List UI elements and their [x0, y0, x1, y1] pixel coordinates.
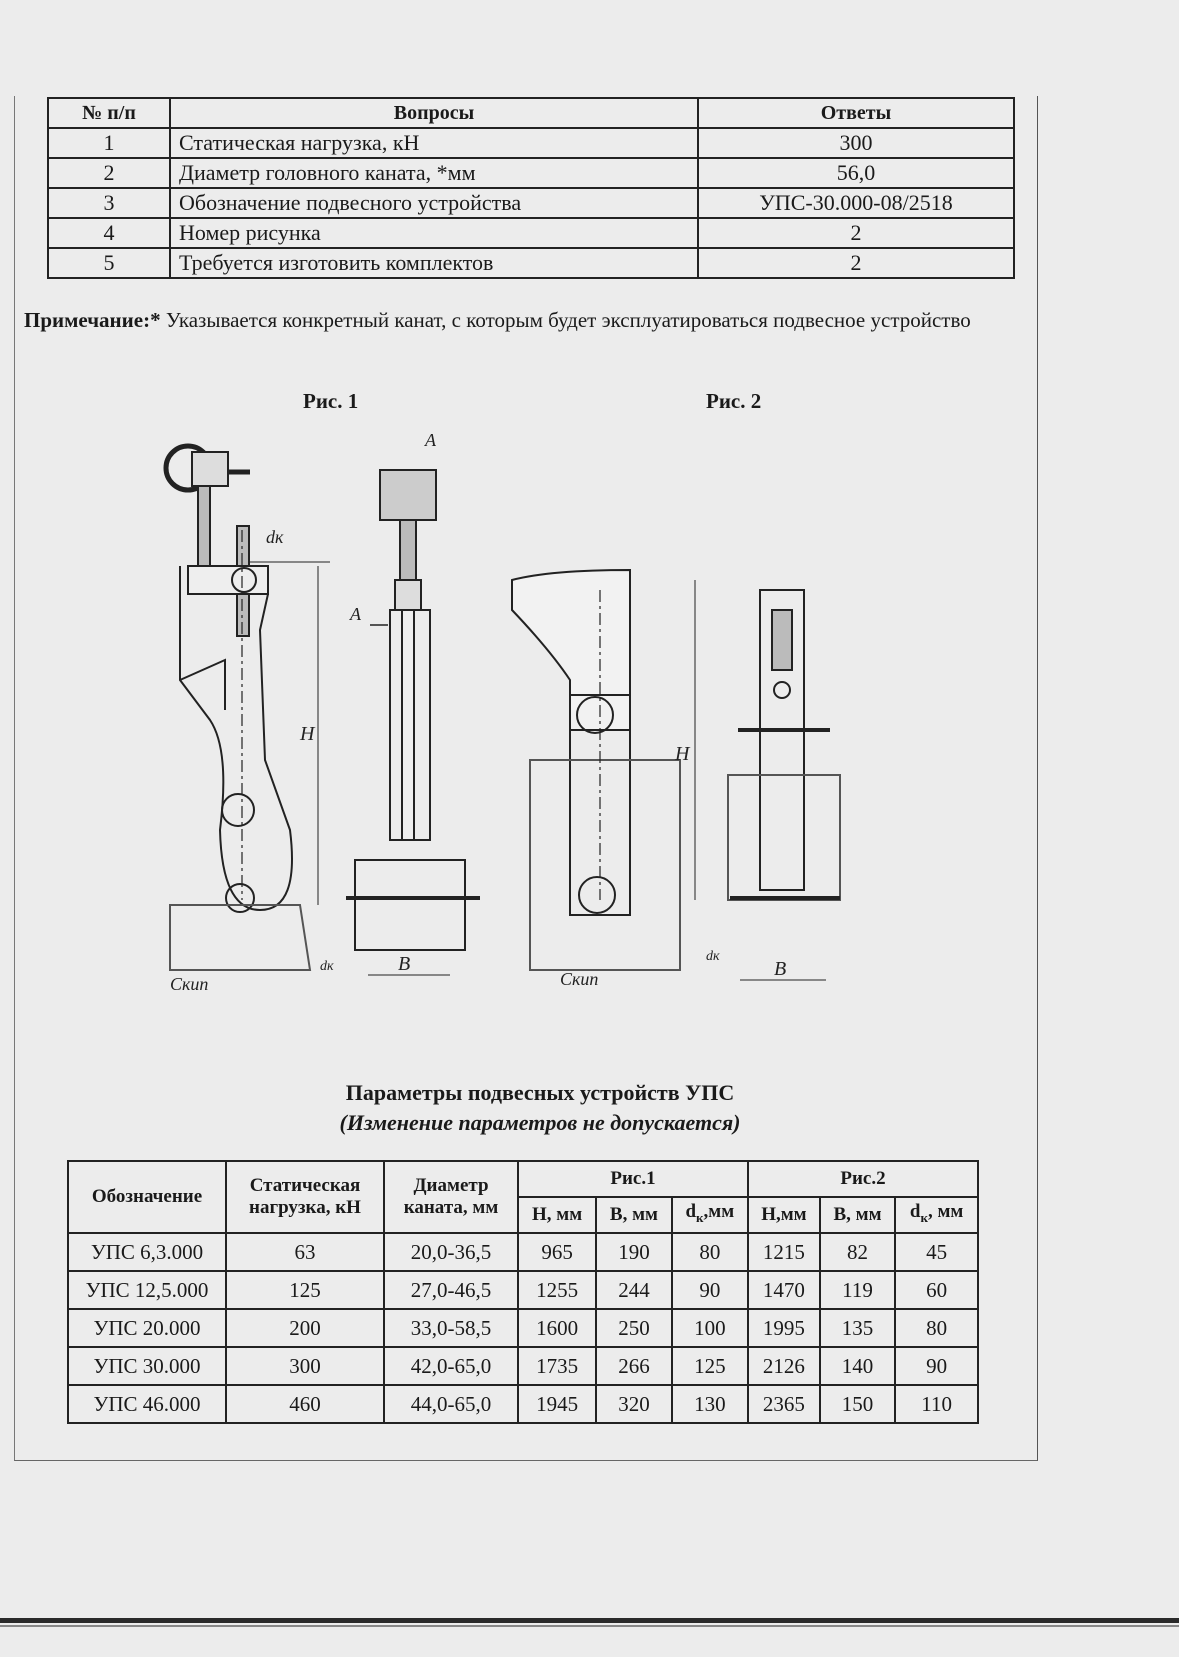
cell-d1: 90	[672, 1271, 748, 1309]
params-header-row-1	[68, 1161, 978, 1197]
th-b1: В, мм	[596, 1197, 671, 1233]
note-text: Указывается конкретный канат, с которым будет эксплуатироваться подвесное устройство	[160, 308, 971, 332]
cell-d1: 130	[672, 1385, 748, 1423]
cell-h2: 1215	[748, 1233, 820, 1271]
cell-h1: 1255	[518, 1271, 596, 1309]
cell-b1: 320	[596, 1385, 671, 1423]
cell-load: 125	[226, 1271, 384, 1309]
cell-diam: 27,0-46,5	[384, 1271, 518, 1309]
row-answer: УПС-30.000-08/2518	[698, 188, 1014, 218]
bottom-rule	[0, 1618, 1179, 1623]
header-num: № п/п	[48, 98, 170, 128]
cell-d1: 125	[672, 1347, 748, 1385]
table-row	[48, 188, 1014, 218]
h2-label: Н	[675, 743, 690, 765]
row-question: Статическая нагрузка, кН	[170, 128, 698, 158]
th-diameter: Диаметр каната, мм	[384, 1161, 518, 1233]
cell-b1: 244	[596, 1271, 671, 1309]
cell-h2: 2365	[748, 1385, 820, 1423]
a-top-label: А	[425, 430, 436, 450]
b1-label: В	[398, 953, 411, 975]
cell-name: УПС 30.000	[68, 1347, 226, 1385]
th-b2: В, мм	[820, 1197, 895, 1233]
row-answer: 2	[698, 248, 1014, 278]
fig1-side-view	[166, 446, 330, 994]
fig2-label: Рис. 2	[706, 389, 762, 413]
table-row	[68, 1271, 978, 1309]
row-question: Обозначение подвесного устройства	[170, 188, 698, 218]
cell-h2: 1470	[748, 1271, 820, 1309]
cell-name: УПС 46.000	[68, 1385, 226, 1423]
th-h2: Н,мм	[748, 1197, 820, 1233]
cell-diam: 42,0-65,0	[384, 1347, 518, 1385]
cell-d2: 60	[895, 1271, 978, 1309]
cell-d2: 80	[895, 1309, 978, 1347]
params-title: Параметры подвесных устройств УПС	[345, 1080, 735, 1105]
cell-b2: 82	[820, 1233, 895, 1271]
row-answer: 2	[698, 218, 1014, 248]
row-num: 2	[48, 158, 170, 188]
fig1-label: Рис. 1	[303, 389, 359, 413]
fig2-side-view	[512, 570, 695, 989]
cell-d2: 90	[895, 1347, 978, 1385]
cell-name: УПС 6,3.000	[68, 1233, 226, 1271]
cell-b1: 250	[596, 1309, 671, 1347]
header-answer: Ответы	[698, 98, 1014, 128]
row-num: 3	[48, 188, 170, 218]
th-d2: $d_к$, мм	[895, 1197, 978, 1233]
a-arrow-label: А	[350, 604, 361, 624]
cell-b2: 135	[820, 1309, 895, 1347]
cell-d1: 80	[672, 1233, 748, 1271]
row-num: 4	[48, 218, 170, 248]
cell-h1: 1945	[518, 1385, 596, 1423]
cell-diam: 33,0-58,5	[384, 1309, 518, 1347]
table-row	[48, 218, 1014, 248]
cell-b2: 140	[820, 1347, 895, 1385]
row-question: Требуется изготовить комплектов	[170, 248, 698, 278]
th-h1: Н, мм	[518, 1197, 596, 1233]
cell-h1: 1600	[518, 1309, 596, 1347]
cell-b1: 190	[596, 1233, 671, 1271]
questions-header-row	[48, 98, 1014, 128]
cell-load: 460	[226, 1385, 384, 1423]
cell-name: УПС 12,5.000	[68, 1271, 226, 1309]
cell-b2: 150	[820, 1385, 895, 1423]
th-d1: $d_к,мм$	[672, 1197, 748, 1233]
cell-diam: 44,0-65,0	[384, 1385, 518, 1423]
fig2-front-view	[706, 590, 840, 980]
th-designation: Обозначение	[68, 1161, 226, 1233]
header-question: Вопросы	[170, 98, 698, 128]
table-row	[68, 1347, 978, 1385]
table-row	[68, 1309, 978, 1347]
table-row	[48, 128, 1014, 158]
row-question: Номер рисунка	[170, 218, 698, 248]
cell-diam: 20,0-36,5	[384, 1233, 518, 1271]
note-label: Примечание:*	[24, 308, 161, 332]
th-fig2: Рис.2	[748, 1161, 978, 1197]
cell-b1: 266	[596, 1347, 671, 1385]
params-table	[67, 1160, 979, 1424]
params-subtitle: (Изменение параметров не допускается)	[339, 1110, 741, 1135]
th-load: Статическая нагрузка, кН	[226, 1161, 384, 1233]
cell-h2: 2126	[748, 1347, 820, 1385]
dk2-label: dк	[706, 949, 720, 964]
b2-label: В	[774, 958, 787, 980]
th-fig1: Рис.1	[518, 1161, 748, 1197]
cell-load: 300	[226, 1347, 384, 1385]
row-answer: 56,0	[698, 158, 1014, 188]
cell-d2: 45	[895, 1233, 978, 1271]
table-row	[68, 1233, 978, 1271]
cell-h1: 1735	[518, 1347, 596, 1385]
cell-d1: 100	[672, 1309, 748, 1347]
cell-h2: 1995	[748, 1309, 820, 1347]
fig1-front-view	[320, 430, 480, 975]
table-row	[68, 1385, 978, 1423]
skip1-label: Скип	[170, 974, 209, 994]
table-row	[48, 248, 1014, 278]
cell-b2: 119	[820, 1271, 895, 1309]
skip2-label: Скип	[560, 969, 599, 989]
technical-drawing	[150, 430, 910, 1040]
h1-label: Н	[300, 723, 315, 745]
row-num: 1	[48, 128, 170, 158]
cell-d2: 110	[895, 1385, 978, 1423]
dk1-label: dк	[320, 959, 334, 974]
dk-label: dк	[266, 527, 284, 547]
cell-load: 63	[226, 1233, 384, 1271]
table-row	[48, 158, 1014, 188]
row-answer: 300	[698, 128, 1014, 158]
note	[24, 304, 984, 336]
row-question: Диаметр головного каната, *мм	[170, 158, 698, 188]
bottom-rule-thin	[0, 1625, 1179, 1627]
cell-name: УПС 20.000	[68, 1309, 226, 1347]
row-num: 5	[48, 248, 170, 278]
cell-h1: 965	[518, 1233, 596, 1271]
cell-load: 200	[226, 1309, 384, 1347]
questions-table	[47, 97, 1015, 279]
